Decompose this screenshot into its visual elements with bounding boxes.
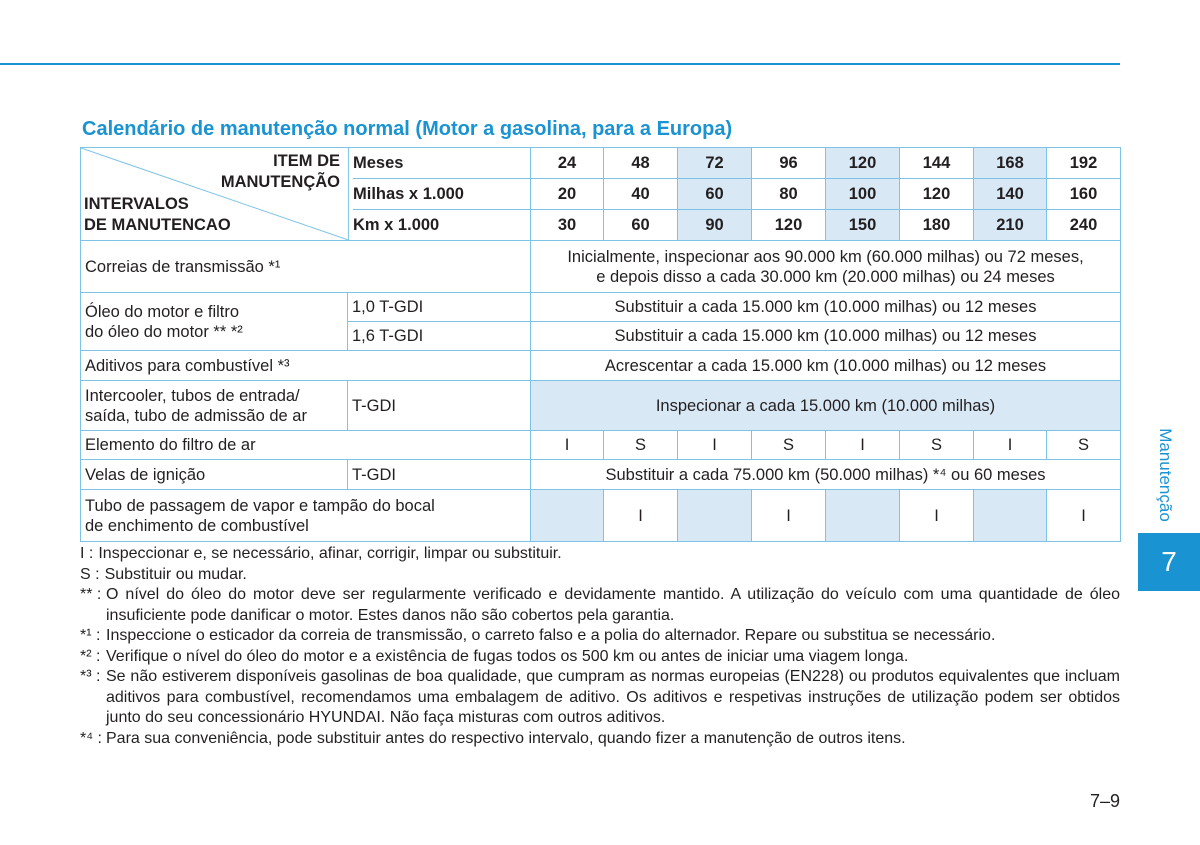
km-value: 30 bbox=[531, 210, 604, 241]
item-vapor-hose bbox=[81, 490, 531, 542]
item-vapor-hose-line-2: de enchimento de combustível bbox=[85, 516, 309, 535]
table-row-additives bbox=[81, 351, 1121, 381]
header-label-miles: Milhas x 1.000 bbox=[353, 179, 531, 210]
km-value: 150 bbox=[826, 210, 900, 241]
intercooler-interval: Inspecionar a cada 15.000 km (10.000 milhas) bbox=[531, 381, 1121, 431]
belts-interval bbox=[531, 241, 1121, 293]
months-value: 72 bbox=[678, 148, 752, 179]
oil-interval-1: Substituir a cada 15.000 km (10.000 milhas) ou 12 meses bbox=[531, 293, 1121, 322]
air-filter-value: S bbox=[1047, 431, 1121, 460]
miles-value: 80 bbox=[752, 179, 826, 210]
oil-engine-2: 1,6 T-GDI bbox=[348, 322, 531, 351]
footnote-s bbox=[80, 565, 1120, 586]
item-intercooler bbox=[81, 381, 348, 431]
table-row-spark-plugs bbox=[81, 460, 1121, 490]
footnote-text: Substituir ou mudar. bbox=[104, 565, 247, 583]
km-value: 240 bbox=[1047, 210, 1121, 241]
item-spark-plugs: Velas de ignição bbox=[81, 460, 348, 490]
vapor-hose-value bbox=[974, 490, 1047, 542]
miles-value: 120 bbox=[900, 179, 974, 210]
spark-plugs-interval: Substituir a cada 75.000 km (50.000 milhas) *⁴ ou 60 meses bbox=[531, 460, 1121, 490]
vapor-hose-value: I bbox=[604, 490, 678, 542]
air-filter-value: I bbox=[826, 431, 900, 460]
maintenance-schedule-table bbox=[80, 147, 1121, 542]
item-oil bbox=[81, 293, 348, 351]
belts-interval-line-2: e depois disso a cada 30.000 km (20.000 milhas) ou 24 meses bbox=[596, 267, 1055, 286]
km-value: 210 bbox=[974, 210, 1047, 241]
footnote-mark: S : bbox=[80, 565, 100, 583]
header-row-months bbox=[81, 148, 1121, 179]
air-filter-value: I bbox=[678, 431, 752, 460]
months-value: 192 bbox=[1047, 148, 1121, 179]
months-value: 24 bbox=[531, 148, 604, 179]
footnote-2 bbox=[80, 647, 1120, 668]
footnote-3 bbox=[80, 667, 1120, 729]
additives-interval: Acrescentar a cada 15.000 km (10.000 milhas) ou 12 meses bbox=[531, 351, 1121, 381]
km-value: 90 bbox=[678, 210, 752, 241]
corner-item-line-1: ITEM DE bbox=[273, 152, 340, 170]
footnote-text: Para sua conveniência, pode substituir antes do respectivo intervalo, quando fizer a manutenção de outros itens. bbox=[106, 729, 906, 747]
corner-item-line-2: MANUTENÇÃO bbox=[220, 173, 340, 191]
corner-item-label bbox=[221, 151, 340, 193]
table-row-vapor-hose bbox=[81, 490, 1121, 542]
chapter-side-label-text: Manutenção bbox=[1156, 428, 1175, 522]
chapter-tab: 7 bbox=[1138, 533, 1200, 591]
corner-intervals-label bbox=[84, 194, 231, 236]
item-intercooler-line-1: Intercooler, tubos de entrada/ bbox=[85, 386, 300, 405]
air-filter-value: I bbox=[531, 431, 604, 460]
footnote-mark: ** : bbox=[80, 586, 102, 603]
spark-plugs-engine: T-GDI bbox=[348, 460, 531, 490]
vapor-hose-value: I bbox=[1047, 490, 1121, 542]
item-vapor-hose-line-1: Tubo de passagem de vapor e tampão do bocal bbox=[85, 496, 435, 515]
footnote-text: Inspeccione o esticador da correia de transmissão, o carreto falso e a polia do alternador. Repare ou substitua se necessário. bbox=[106, 627, 996, 644]
months-value: 120 bbox=[826, 148, 900, 179]
footnote-text: Verifique o nível do óleo do motor e a existência de fugas todos os 500 km ou antes de iniciar uma viagem longa. bbox=[106, 647, 909, 665]
km-value: 60 bbox=[604, 210, 678, 241]
intercooler-engine: T-GDI bbox=[348, 381, 531, 431]
item-intercooler-line-2: saída, tubo de admissão de ar bbox=[85, 406, 307, 425]
km-value: 120 bbox=[752, 210, 826, 241]
footnote-double-star bbox=[80, 585, 1120, 626]
air-filter-value: I bbox=[974, 431, 1047, 460]
chapter-side-label bbox=[1153, 420, 1177, 530]
footnote-mark: *⁴ : bbox=[80, 729, 102, 747]
oil-engine-1: 1,0 T-GDI bbox=[348, 293, 531, 322]
air-filter-value: S bbox=[752, 431, 826, 460]
months-value: 144 bbox=[900, 148, 974, 179]
header-label-months: Meses bbox=[353, 148, 531, 179]
miles-value: 40 bbox=[604, 179, 678, 210]
footnote-mark: *² : bbox=[80, 647, 101, 665]
header-label-km: Km x 1.000 bbox=[353, 216, 440, 234]
vapor-hose-value bbox=[678, 490, 752, 542]
months-value: 96 bbox=[752, 148, 826, 179]
miles-value: 20 bbox=[531, 179, 604, 210]
footnote-i bbox=[80, 544, 1120, 565]
item-belts: Correias de transmissão *¹ bbox=[81, 241, 531, 293]
belts-interval-line-1: Inicialmente, inspecionar aos 90.000 km (60.000 milhas) ou 72 meses, bbox=[567, 247, 1084, 266]
footnote-mark: *¹ : bbox=[80, 627, 101, 644]
vapor-hose-value: I bbox=[900, 490, 974, 542]
table-row-oil-1 bbox=[81, 293, 1121, 322]
section-title: Calendário de manutenção normal (Motor a gasolina, para a Europa) bbox=[82, 118, 733, 140]
table-row-intercooler bbox=[81, 381, 1121, 431]
footnote-text: Inspeccionar e, se necessário, afinar, corrigir, limpar ou substituir. bbox=[98, 545, 562, 562]
miles-value: 140 bbox=[974, 179, 1047, 210]
oil-interval-2: Substituir a cada 15.000 km (10.000 milhas) ou 12 meses bbox=[531, 322, 1121, 351]
footnotes bbox=[80, 544, 1120, 749]
air-filter-value: S bbox=[604, 431, 678, 460]
page-number: 7–9 bbox=[1090, 791, 1121, 811]
corner-intervals-line-2: DE MANUTENCAO bbox=[84, 216, 231, 234]
table-row-air-filter bbox=[81, 431, 1121, 460]
footnote-1 bbox=[80, 626, 1120, 647]
item-oil-line-2: do óleo do motor ** *² bbox=[85, 322, 243, 341]
months-value: 48 bbox=[604, 148, 678, 179]
footnote-text: O nível do óleo do motor deve ser regularmente verificado e devidamente mantido. A utilização do veículo com uma quantidade de óleo insuficiente pode danificar o motor. Estes danos não são cobertos pela garantia. bbox=[106, 586, 1120, 624]
footnote-4 bbox=[80, 729, 1120, 750]
footnote-text: Se não estiverem disponíveis gasolinas de boa qualidade, que cumpram as normas europeias (EN228) ou produtos equivalentes que incluam aditivos para combustível, recomendamos uma embalagem de aditivo. Os aditivos e respetivas instruções de utilização podem ser obtidos junto do seu concessionário HYUNDAI. Não faça misturas com outros aditivos. bbox=[106, 668, 1120, 726]
footnote-mark: I : bbox=[80, 545, 94, 562]
miles-value: 160 bbox=[1047, 179, 1121, 210]
corner-intervals-line-1: INTERVALOS bbox=[84, 195, 189, 213]
item-additives: Aditivos para combustível *³ bbox=[81, 351, 531, 381]
km-value: 180 bbox=[900, 210, 974, 241]
table-row-belts bbox=[81, 241, 1121, 293]
miles-value: 100 bbox=[826, 179, 900, 210]
air-filter-value: S bbox=[900, 431, 974, 460]
vapor-hose-value bbox=[826, 490, 900, 542]
vapor-hose-value bbox=[531, 490, 604, 542]
item-air-filter: Elemento do filtro de ar bbox=[81, 431, 531, 460]
footnote-mark: *³ : bbox=[80, 668, 101, 685]
vapor-hose-value: I bbox=[752, 490, 826, 542]
table-corner-header bbox=[81, 148, 531, 241]
top-rule bbox=[0, 63, 1120, 65]
months-value: 168 bbox=[974, 148, 1047, 179]
miles-value: 60 bbox=[678, 179, 752, 210]
header-labels-column bbox=[353, 148, 531, 241]
item-oil-line-1: Óleo do motor e filtro bbox=[85, 302, 240, 321]
